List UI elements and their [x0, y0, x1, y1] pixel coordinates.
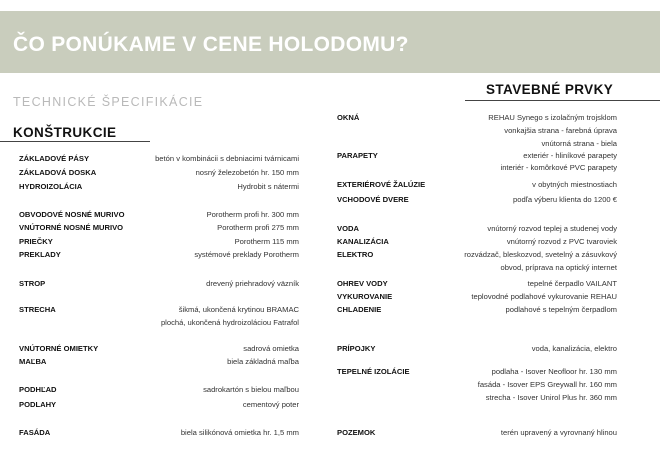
spec-label: ZÁKLADOVÁ DOSKA	[19, 168, 97, 177]
spec-label: STRECHA	[19, 305, 56, 314]
spec-row	[337, 393, 617, 406]
spec-value: systémové preklady Porotherm	[194, 250, 299, 259]
spec-row	[337, 263, 617, 276]
spec-value: v obytných miestnostiach	[532, 180, 617, 189]
spec-label: KANALIZÁCIA	[337, 237, 389, 246]
spec-value: betón v kombinácii s debniacimi tvárnicami	[155, 154, 299, 163]
spec-value: cementový poter	[242, 400, 299, 409]
spec-label: POZEMOK	[337, 428, 376, 437]
spec-value: šikmá, ukončená krytinou BRAMAC	[178, 305, 299, 314]
spec-value: sadrová omietka	[243, 344, 299, 353]
spec-label: PODLAHY	[19, 400, 57, 409]
subtitle: TECHNICKÉ ŠPECIFIKÁCIE	[13, 95, 204, 109]
spec-label: VCHODOVÉ DVERE	[337, 195, 409, 204]
spec-row	[19, 428, 299, 441]
spec-value: REHAU Synego s izolačným trojsklom	[488, 113, 617, 122]
spec-value: exteriér - hliníkové parapety	[523, 151, 617, 160]
spec-value: biela základná maľba	[227, 357, 299, 366]
spec-value: podlahové s tepelným čerpadlom	[505, 305, 617, 314]
spec-label: PODHĽAD	[19, 385, 57, 394]
spec-label: PARAPETY	[337, 151, 378, 160]
spec-value: tepelné čerpadlo VAILANT	[527, 279, 617, 288]
spec-label: EXTERIÉROVÉ ŽALÚZIE	[337, 180, 426, 189]
spec-row	[19, 237, 299, 250]
spec-label: OBVODOVÉ NOSNÉ MURIVO	[19, 210, 125, 219]
spec-value: nosný železobetón hr. 150 mm	[195, 168, 299, 177]
spec-row	[337, 428, 617, 441]
spec-value: strecha - Isover Unirol Plus hr. 360 mm	[485, 393, 617, 402]
spec-row	[19, 154, 299, 167]
spec-row	[337, 126, 617, 139]
spec-row	[19, 318, 299, 331]
spec-value: Hydrobit s nátermi	[237, 182, 299, 191]
spec-value: rozvádzač, bleskozvod, svetelný a zásuvkový	[464, 250, 617, 259]
spec-row	[19, 182, 299, 195]
spec-row	[19, 279, 299, 292]
spec-value: plochá, ukončená hydroizoláciou Fatrafol	[160, 318, 299, 327]
spec-row	[19, 210, 299, 223]
spec-label: STROP	[19, 279, 46, 288]
spec-value: Porotherm profi 275 mm	[217, 223, 299, 232]
spec-value: sadrokartón s bielou maľbou	[203, 385, 299, 394]
spec-value: vnútorný rozvod z PVC tvaroviek	[506, 237, 617, 246]
spec-label: OKNÁ	[337, 113, 360, 122]
right-section-title: STAVEBNÉ PRVKY	[486, 82, 614, 97]
spec-label: HYDROIZOLÁCIA	[19, 182, 83, 191]
spec-value: fasáda - Isover EPS Greywall hr. 160 mm	[477, 380, 617, 389]
spec-row	[337, 380, 617, 393]
spec-label: PREKLADY	[19, 250, 61, 259]
left-section-title: KONŠTRUKCIE	[13, 125, 117, 140]
spec-value: interiér - komôrkové PVC parapety	[500, 163, 617, 172]
spec-row	[19, 385, 299, 398]
spec-value: teplovodné podlahové vykurovanie REHAU	[471, 292, 617, 301]
spec-value: biela silikónová omietka hr. 1,5 mm	[180, 428, 299, 437]
spec-row	[19, 305, 299, 318]
spec-row	[19, 168, 299, 181]
spec-row	[19, 223, 299, 236]
spec-value: Porotherm profi hr. 300 mm	[206, 210, 299, 219]
header-banner	[0, 11, 660, 73]
spec-label: VYKUROVANIE	[337, 292, 393, 301]
left-section-divider	[0, 141, 150, 142]
spec-label: PRÍPOJKY	[337, 344, 376, 353]
spec-label: VNÚTORNÉ OMIETKY	[19, 344, 99, 353]
spec-value: obvod, príprava na optický internet	[500, 263, 617, 272]
spec-label: TEPELNÉ IZOLÁCIE	[337, 367, 410, 376]
spec-value: podľa výberu klienta do 1200 €	[513, 195, 617, 204]
spec-row	[337, 250, 617, 263]
right-section-divider	[465, 100, 660, 101]
spec-value: voda, kanalizácia, elektro	[531, 344, 617, 353]
spec-value: terén upravený a vyrovnaný hlinou	[500, 428, 617, 437]
spec-label: VODA	[337, 224, 359, 233]
spec-label: OHREV VODY	[337, 279, 388, 288]
spec-row	[19, 344, 299, 357]
spec-row	[19, 400, 299, 413]
spec-row	[337, 367, 617, 380]
spec-label: CHLADENIE	[337, 305, 382, 314]
spec-value: vnútorná strana - biela	[541, 139, 617, 148]
spec-value: vnútorný rozvod teplej a studenej vody	[487, 224, 617, 233]
spec-row	[337, 344, 617, 357]
spec-row	[19, 250, 299, 263]
spec-row	[337, 224, 617, 237]
spec-label: FASÁDA	[19, 428, 51, 437]
spec-value: drevený priehradový väzník	[206, 279, 299, 288]
spec-row	[19, 357, 299, 370]
spec-row	[337, 279, 617, 292]
spec-label: PRIEČKY	[19, 237, 53, 246]
spec-label: VNÚTORNÉ NOSNÉ MURIVO	[19, 223, 124, 232]
spec-value: Porotherm 115 mm	[234, 237, 299, 246]
spec-label: ELEKTRO	[337, 250, 374, 259]
spec-label: ZÁKLADOVÉ PÁSY	[19, 154, 90, 163]
spec-row	[337, 237, 617, 250]
spec-row	[337, 163, 617, 176]
spec-label: MAĽBA	[19, 357, 47, 366]
spec-row	[337, 292, 617, 305]
spec-row	[337, 180, 617, 193]
spec-value: podlaha - Isover Neofloor hr. 130 mm	[491, 367, 617, 376]
spec-row	[337, 305, 617, 318]
spec-row	[337, 195, 617, 208]
page-title: ČO PONÚKAME V CENE HOLODOMU?	[13, 33, 409, 56]
spec-row	[337, 113, 617, 126]
spec-value: vonkajšia strana - farebná úprava	[504, 126, 617, 135]
